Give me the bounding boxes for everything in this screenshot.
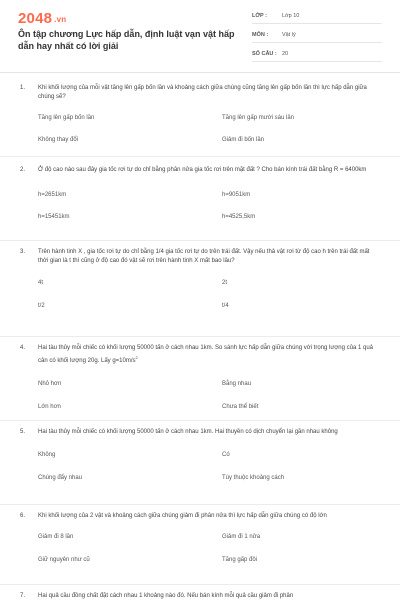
answer-option[interactable]: Tăng lên gấp mười sáu lần (222, 115, 294, 121)
question-text: Trên hành tinh X , gia tốc rơi tự do chỉ bằng 1/4 gia tốc rơi tự do trên trái đất. Vậy nếu thả vật rơi từ độ cao h trên trái đất mất thời gian là t thì cũng ở độ cao đó vật sẽ rơi trên hành tinh X mất bao lâu? (38, 249, 370, 264)
answer-option[interactable]: Có (222, 452, 230, 458)
divider (0, 240, 400, 241)
answer-option[interactable]: 2t (222, 280, 228, 286)
answer-option[interactable]: h=2651km (38, 192, 67, 198)
question-number: 7. (20, 593, 26, 599)
question-5 (20, 428, 380, 483)
answer-option[interactable]: 4t (38, 280, 44, 286)
question-text: Khi khối lượng của mỗi vật tăng lên gấp bốn lần và khoảng cách giữa chúng cũng tăng lên gấp bốn lần thì lực hấp dẫn giữa chúng sẽ? (38, 85, 367, 100)
answer-option[interactable]: t/2 (38, 303, 45, 309)
answer-option[interactable]: Không (38, 452, 56, 458)
answer-option[interactable]: Giảm đi 1 nửa (222, 534, 261, 540)
meta-val-socau: 20 (282, 50, 289, 57)
question-6 (20, 512, 380, 565)
meta-row-mon (252, 27, 382, 43)
question-4 (20, 344, 380, 412)
meta-val-mon: Vật lý (282, 31, 296, 38)
question-number: 1. (20, 85, 26, 91)
meta-val-lop: Lớp 10 (282, 12, 300, 19)
question-text: Hai quả cầu đồng chất đặt cách nhau 1 khoảng nào đó. Nếu bán kính mỗi quả cầu giảm đi phân (38, 593, 294, 599)
question-number: 5. (20, 429, 26, 435)
question-2 (20, 166, 380, 222)
question-number: 4. (20, 345, 26, 351)
superscript: 2 (135, 355, 138, 360)
question-number: 3. (20, 249, 26, 255)
answer-option[interactable]: Bằng nhau (222, 381, 252, 387)
divider (0, 420, 400, 421)
answer-option[interactable]: Tăng gấp đôi (222, 557, 258, 563)
question-text: Ở độ cao nào sau đây gia tốc rơi tự do chỉ bằng phân nửa gia tốc rơi trên mặt đất ? Cho bán kính trái đất bằng R = 6400km (38, 167, 367, 173)
question-1 (20, 84, 380, 145)
divider (0, 336, 400, 337)
divider (0, 156, 400, 157)
answer-option[interactable]: Giữ nguyên như cũ (38, 557, 90, 563)
answer-option[interactable]: Tăng lên gấp bốn lần (38, 115, 95, 121)
divider (0, 584, 400, 585)
answer-option[interactable]: t/4 (222, 303, 229, 309)
question-number: 6. (20, 513, 26, 519)
question-3 (20, 248, 380, 311)
site-logo[interactable] (18, 10, 66, 27)
answer-option[interactable]: h=15451km (38, 214, 70, 220)
meta-key-mon: MÔN : (252, 31, 269, 38)
meta-key-socau: SỐ CÂU : (252, 50, 277, 57)
meta-key-lop: LỚP : (252, 12, 267, 19)
answer-option[interactable]: Lớn hơn (38, 404, 61, 410)
meta-info (252, 8, 382, 65)
page-title: Ôn tập chương Lực hấp dẫn, định luật vạn vật hấp dẫn hay nhất có lời giải (18, 29, 235, 51)
divider (0, 504, 400, 505)
answer-option[interactable]: h=9051km (222, 192, 251, 198)
answer-option[interactable]: Nhỏ hơn (38, 381, 62, 387)
logo-text: 2048 (18, 10, 53, 27)
answer-option[interactable]: Giảm đi 8 lần (38, 534, 74, 540)
answer-option[interactable]: Chưa thể biết (222, 404, 259, 410)
answer-option[interactable]: Giảm đi bốn lần (222, 137, 265, 143)
question-text: Hai tàu thủy mỗi chiếc có khối lượng 50000 tấn ở cách nhau 1km. Hai thuyền có dịch chuyển lại gần nhau không (38, 429, 338, 435)
page-header (0, 0, 400, 73)
question-text-body: Hai tàu thủy mỗi chiếc có khối lượng 50000 tấn ở cách nhau 1km. So sánh lực hấp dẫn giữa chúng với trọng lượng của 1 quả cân có khối lượng 20g. Lấy g=10m/s (38, 345, 374, 364)
logo-suffix: .vn (54, 15, 67, 24)
meta-row-lop (252, 8, 382, 24)
question-number: 2. (20, 167, 26, 173)
meta-row-socau (252, 46, 382, 62)
question-text: Khi khối lượng của 2 vật và khoảng cách giữa chúng giảm đi phân nửa thì lực hấp dẫn giữa chúng có độ lớn (38, 513, 327, 519)
answer-option[interactable]: Không thay đổi (38, 137, 79, 143)
answer-option[interactable]: Chúng đẩy nhau (38, 475, 83, 481)
answer-option[interactable]: Tùy thuộc khoảng cách (222, 475, 285, 481)
answer-option[interactable]: h=4525,5km (222, 214, 256, 220)
question-text (38, 344, 376, 366)
